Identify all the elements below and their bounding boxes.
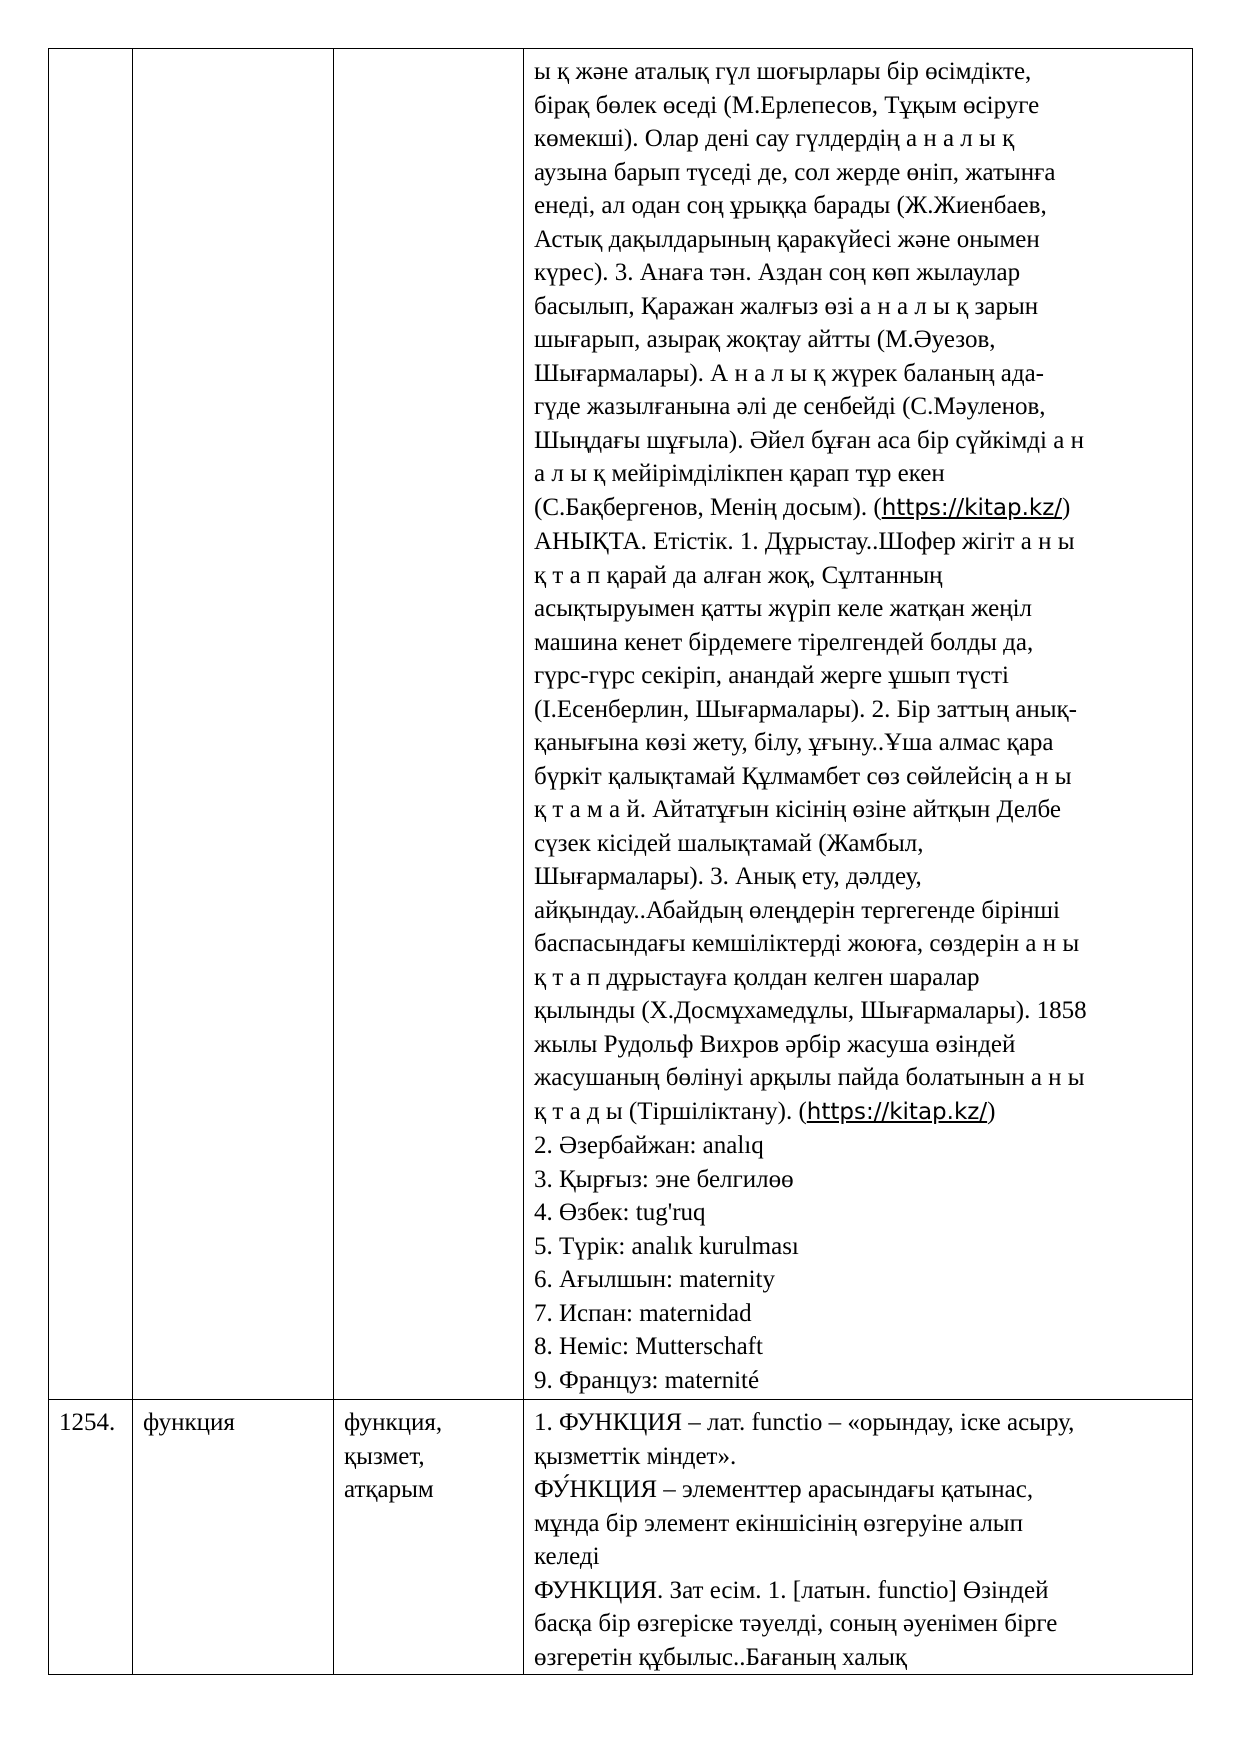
translation-line: қызмет, xyxy=(344,1442,425,1470)
translation-item: 4. Өзбек: tug'ruq xyxy=(534,1199,706,1226)
definition-line: жылы Рудольф Вихров әрбір жасуша өзіндей xyxy=(534,1030,1016,1058)
definition-line: ФУ́НКЦИЯ – элементтер арасындағы қатынас, xyxy=(534,1476,1034,1503)
reference-text: қ т а д ы (Тіршіліктану). ( xyxy=(534,1097,807,1125)
reference-close: ) xyxy=(1062,493,1071,521)
translation-item: 2. Әзербайжан: analıq xyxy=(534,1132,764,1159)
reference-text: (С.Бақбергенов, Менің досым). ( xyxy=(534,493,882,521)
definition-line: АНЫҚТА. Етістік. 1. Дұрыстау..Шофер жігіт а н ы xyxy=(534,528,1075,555)
definition-line: Шығармалары). А н а л ы қ жүрек баланың ада- xyxy=(534,359,1045,387)
definition-line: қ т а м а й. Айтатұғын кісінің өзіне айтқын Делбе xyxy=(534,796,1061,823)
dictionary-table xyxy=(48,48,1193,1675)
translation-line: функция, xyxy=(344,1409,443,1436)
definition-line: енеді, ал одан соң ұрыққа барады (Ж.Жиенбаев, xyxy=(534,192,1047,219)
definition-line: Шыңдағы шұғыла). Әйел бұған аса бір сүйкімді а н xyxy=(534,426,1084,454)
definition-line: мұнда бір элемент екіншісінің өзгеруіне алып xyxy=(534,1509,1023,1537)
definition-line: келеді xyxy=(534,1543,600,1570)
translation-cell xyxy=(334,49,524,1400)
definition-line: 1. ФУНКЦИЯ – лат. functio – «орындау, іске асыру, xyxy=(534,1409,1075,1436)
definition-line: қ т а п қарай да алған жоқ, Сұлтанның xyxy=(534,561,943,589)
translation-line: атқарым xyxy=(344,1476,434,1503)
definition-line: (І.Есенберлин, Шығармалары). 2. Бір заттың анық- xyxy=(534,695,1077,723)
definition-line: басқа бір өзгеріске тәуелді, соның әуенімен бірге xyxy=(534,1610,1058,1637)
definition-line: асықтыруымен қатты жүріп келе жатқан жеңіл xyxy=(534,595,1033,622)
definition-block-1 xyxy=(534,55,1182,525)
translations-list xyxy=(534,1129,1182,1397)
definition-block-2 xyxy=(534,525,1182,1129)
definition-line: күрес). 3. Анаға тән. Аздан соң көп жылаулар xyxy=(534,259,1021,286)
definition-line: гүрс-гүрс секіріп, анандай жерге ұшып түсті xyxy=(534,662,1009,689)
definition-line: Астық дақылдарының қаракүйесі және онымен xyxy=(534,225,1040,253)
definition-line: сүзек кісідей шалықтамай (Жамбыл, xyxy=(534,829,924,857)
source-link[interactable]: https://kitap.kz/ xyxy=(806,1098,988,1125)
definition-line: басылып, Қаражан жалғыз өзі а н а л ы қ зарын xyxy=(534,292,1039,320)
translation-cell xyxy=(334,1400,524,1675)
definition-line: а л ы қ мейірімділікпен қарап тұр екен xyxy=(534,460,945,487)
definition-line: аузына барып түседі де, сол жерде өніп, жатынға xyxy=(534,158,1056,186)
definition-line: бірақ бөлек өседі (М.Ерлепесов, Тұқым өсіруге xyxy=(534,91,1040,119)
definition-line: ы қ және аталық гүл шоғырлары бір өсімдікте, xyxy=(534,58,1032,85)
reference-close: ) xyxy=(987,1097,996,1125)
definition-line: қылынды (Х.Досмұхамедұлы, Шығармалары). 1858 xyxy=(534,997,1087,1024)
entry-number-cell: 1254. xyxy=(49,1400,133,1675)
entry-number-cell xyxy=(49,49,133,1400)
term-cell: функция xyxy=(133,1400,334,1675)
translation-item: 7. Испан: maternidad xyxy=(534,1299,752,1327)
definition-line: өзгеретін құбылыс..Бағаның халық xyxy=(534,1643,908,1671)
table-row xyxy=(49,1400,1193,1675)
source-reference-line xyxy=(534,491,1182,526)
source-reference-line xyxy=(534,1095,1182,1130)
definition-cell xyxy=(524,49,1193,1400)
definition-line: жасушаның бөлінуі арқылы пайда болатынын а н ы xyxy=(534,1064,1085,1091)
table-row xyxy=(49,49,1193,1400)
definition-cell xyxy=(524,1400,1193,1675)
definition-line: машина кенет бірдемеге тірелгендей болды да, xyxy=(534,628,1034,656)
source-link[interactable]: https://kitap.kz/ xyxy=(881,494,1063,521)
translation-item: 8. Неміс: Mutterschaft xyxy=(534,1333,763,1360)
definition-line: бүркіт қалықтамай Құлмамбет сөз сөйлейсің а н ы xyxy=(534,762,1072,790)
definition-line: көмекші). Олар дені сау гүлдердің а н а л ы қ xyxy=(534,125,1015,152)
translation-item: 6. Ағылшын: maternity xyxy=(534,1266,776,1293)
definition-line: Шығармалары). 3. Анық ету, дәлдеу, xyxy=(534,863,922,890)
definition-line: баспасындағы кемшіліктерді жоюға, сөздерін а н ы xyxy=(534,930,1080,957)
translation-item: 9. Француз: maternité xyxy=(534,1366,760,1394)
definition-line: шығарып, азырақ жоқтау айтты (М.Әуезов, xyxy=(534,326,996,353)
term-cell xyxy=(133,49,334,1400)
definition-line: айқындау..Абайдың өлеңдерін тергегенде бірінші xyxy=(534,896,1061,924)
definition-line: ФУНКЦИЯ. Зат есім. 1. [латын. functio] Өзіндей xyxy=(534,1576,1049,1604)
definition-line: қанығына көзі жету, білу, ұғыну..Ұша алмас қара xyxy=(534,729,1054,756)
translation-item: 5. Түрік: analık kurulması xyxy=(534,1232,799,1260)
definition-line: қызметтік міндет». xyxy=(534,1442,737,1470)
translation-item: 3. Қырғыз: эне белгилөө xyxy=(534,1165,794,1193)
definition-line: гүде жазылғанына әлі де сенбейді (С.Мәуленов, xyxy=(534,393,1046,420)
definition-line: қ т а п дұрыстауға қолдан келген шаралар xyxy=(534,963,980,991)
